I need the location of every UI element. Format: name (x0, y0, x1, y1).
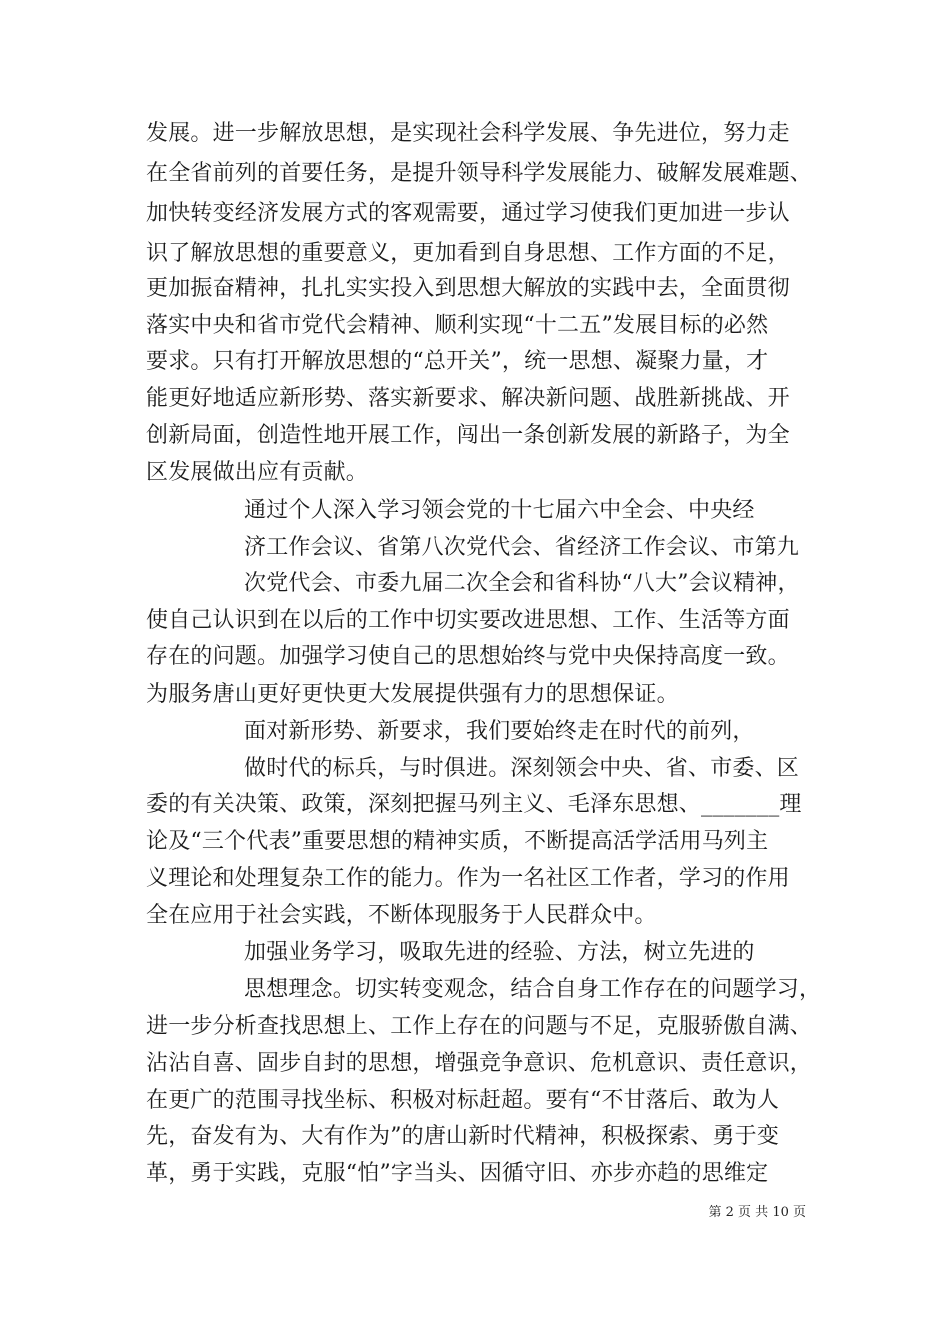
paragraph-1-line-7: 要求。只有打开解放思想的“总开关”，统一思想、凝聚力量，才 (146, 349, 769, 374)
paragraph-1-line-6: 落实中央和省市党代会精神、顺利实现“十二五”发展目标的必然 (146, 313, 769, 338)
paragraph-4-line-7: 革，勇于实践，克服“怕”字当头、因循守旧、亦步亦趋的思维定 (146, 1161, 769, 1186)
paragraph-4-line-2: 思想理念。切实转变观念，结合自身工作存在的问题学习， (244, 977, 822, 1002)
paragraph-3-line-4: 论及“三个代表”重要思想的精神实质，不断提高活学活用马列主 (146, 829, 769, 854)
paragraph-1-line-1: 发展。进一步解放思想，是实现社会科学发展、争先进位，努力走 (146, 121, 790, 146)
paragraph-3-line-6: 全在应用于社会实践，不断体现服务于人民群众中。 (146, 903, 657, 928)
paragraph-4-line-6: 先，奋发有为、大有作为”的唐山新时代精神，积极探索、勇于变 (146, 1124, 780, 1149)
paragraph-2-line-6: 为服务唐山更好更快更大发展提供强有力的思想保证。 (146, 682, 679, 707)
paragraph-1-line-9: 创新局面，创造性地开展工作，闯出一条创新发展的新路子，为全 (146, 423, 790, 448)
paragraph-3-line-3: 委的有关决策、政策，深刻把握马列主义、毛泽东思想、_______理 (146, 792, 802, 817)
paragraph-1-line-10: 区发展做出应有贡献。 (146, 460, 369, 485)
paragraph-1-line-8: 能更好地适应新形势、落实新要求、解决新问题、战胜新挑战、开 (146, 386, 790, 411)
paragraph-2-line-2: 济工作会议、省第八次党代会、省经济工作会议、市第九 (244, 535, 800, 560)
paragraph-2-line-1: 通过个人深入学习领会党的十七届六中全会、中央经 (244, 498, 755, 523)
paragraph-3-line-2: 做时代的标兵，与时俱进。深刻领会中央、省、市委、区 (244, 756, 800, 781)
paragraph-1-line-5: 更加振奋精神，扎扎实实投入到思想大解放的实践中去，全面贯彻 (146, 276, 790, 301)
paragraph-1-line-4: 识了解放思想的重要意义，更加看到自身思想、工作方面的不足， (146, 241, 790, 266)
page-number-footer: 第 2 页 共 10 页 (708, 1205, 806, 1220)
paragraph-2-line-5: 存在的问题。加强学习使自己的思想始终与党中央保持高度一致。 (146, 644, 790, 669)
paragraph-1-line-2: 在全省前列的首要任务，是提升领导科学发展能力、破解发展难题、 (146, 161, 813, 186)
paragraph-4-line-5: 在更广的范围寻找坐标、积极对标赶超。要有“不甘落后、敢为人 (146, 1088, 780, 1113)
paragraph-4-line-3: 进一步分析查找思想上、工作上存在的问题与不足，克服骄傲自满、 (146, 1014, 813, 1039)
paragraph-4-line-1: 加强业务学习，吸取先进的经验、方法，树立先进的 (244, 940, 755, 965)
paragraph-4-line-4: 沾沾自喜、固步自封的思想，增强竞争意识、危机意识、责任意识， (146, 1051, 813, 1076)
paragraph-2-line-3: 次党代会、市委九届二次全会和省科协“八大”会议精神， (244, 571, 800, 596)
paragraph-3-line-1: 面对新形势、新要求，我们要始终走在时代的前列， (244, 719, 755, 744)
paragraph-3-line-5: 义理论和处理复杂工作的能力。作为一名社区工作者，学习的作用 (146, 866, 790, 891)
paragraph-1-line-3: 加快转变经济发展方式的客观需要，通过学习使我们更加进一步认 (146, 201, 790, 226)
paragraph-2-line-4: 使自己认识到在以后的工作中切实要改进思想、工作、生活等方面 (146, 608, 790, 633)
